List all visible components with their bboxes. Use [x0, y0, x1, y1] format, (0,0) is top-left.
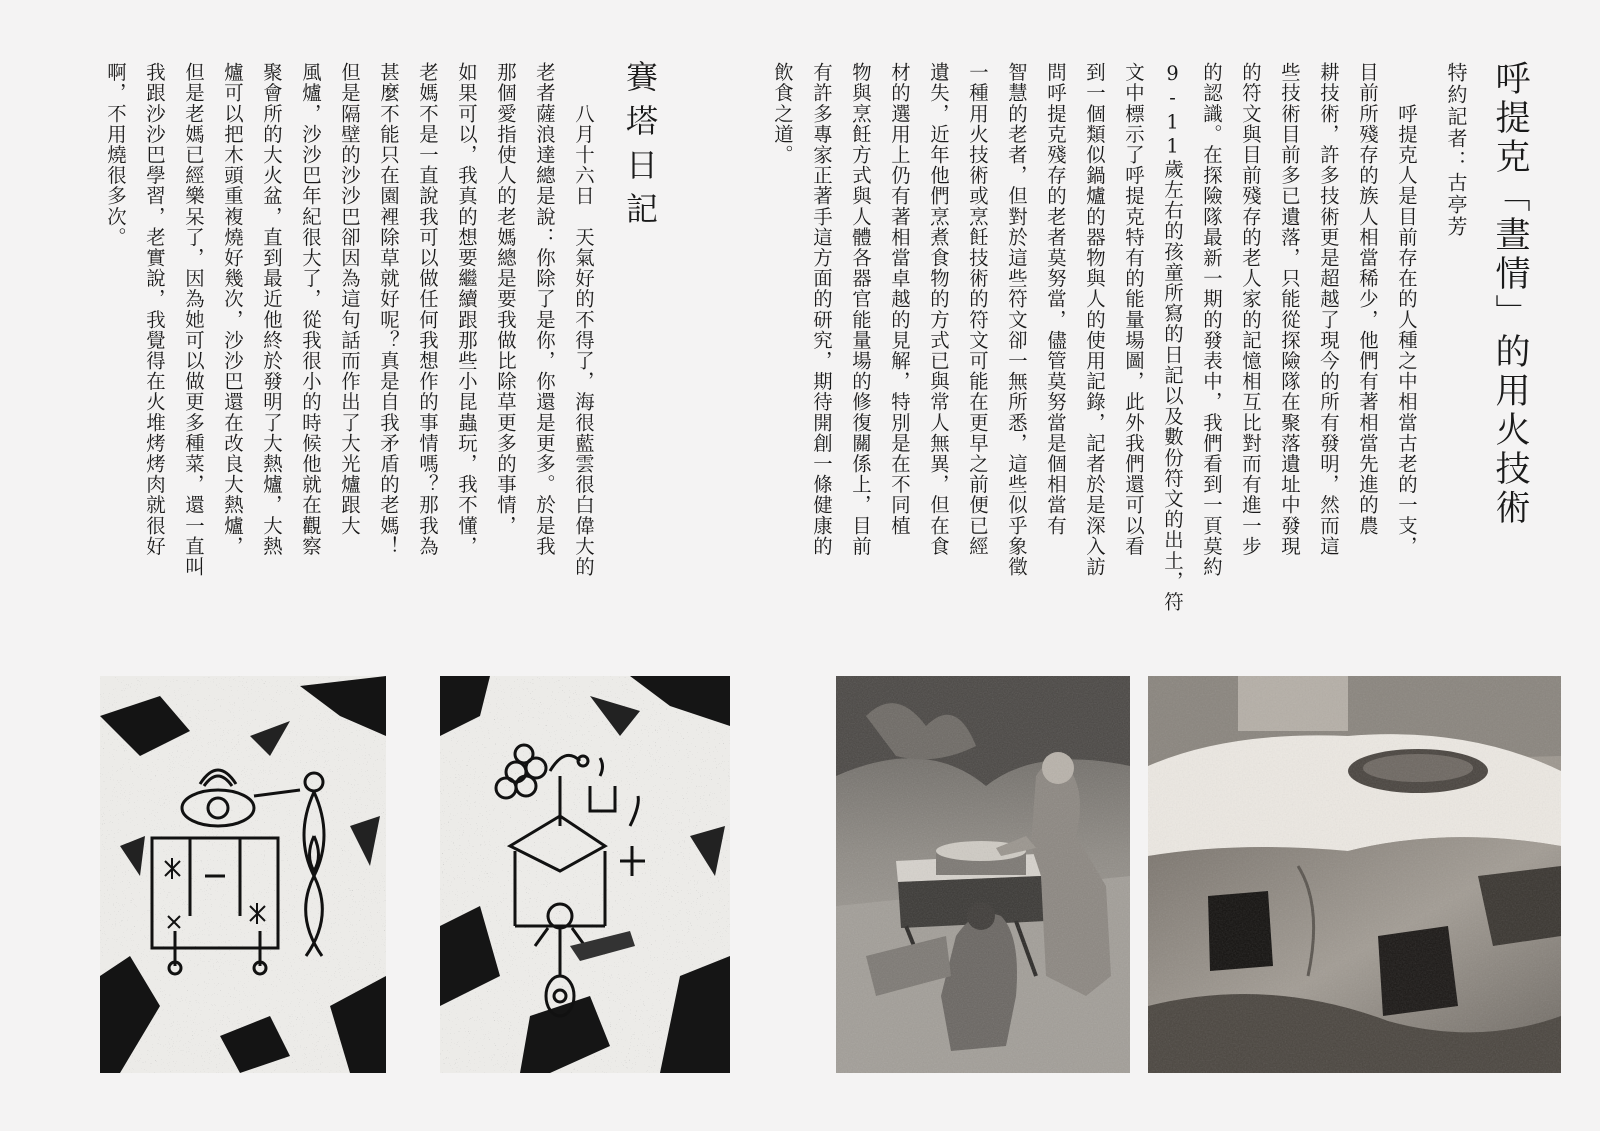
stone-furnace-photo	[1148, 676, 1561, 1073]
rune-stone-image-1	[100, 676, 386, 1073]
diary-title: 賽塔日記	[621, 60, 659, 236]
rune-stone-image-2	[440, 676, 730, 1073]
article-byline: 特約記者：古亭芳	[1444, 62, 1468, 238]
article-body: 呼提克人是目前存在的人種之中相當古老的一支， 目前所殘存的族人相當稀少，他們有著相當先進的農 耕技術，許多技術更是超越了現今的所有發明，然而這 些技術目前多已遺落，只能從探險隊在聚落遺址中發現 的符文與目前殘存的老人家的記憶相互比對而有進一步 的認識。在探險隊最新一期的發表中，我們看到一頁莫約 9-11歲左右的孩童所寫的日記以及數份符文的出土，符 文中標示了呼提克特有的能量場圖，此外我們還可以看 到一個類似鍋爐的器物與人的使用記錄，記者於是深入訪 問呼提克殘存的老者莫努當，儘管莫努當是個相當有 智慧的老者，但對於這些符文卻一無所悉，這些似乎象徵 一種用火技術或烹飪技術的符文可能在更早之前便已經 遺失，近年他們烹煮食物的方式已與常人無異，但在食 材的選用上仍有著相當卓越的見解，特別是在不同植 物與烹飪方式與人體各器官能量場的修復關係上，目前 有許多專家正著手這方面的研究，期待開創一條健康的 飲食之道。	[771, 62, 1418, 612]
article-title: 呼提克「晝情」的用火技術	[1490, 60, 1530, 528]
elder-cooking-photo	[836, 676, 1130, 1073]
diary-body: 八月十六日 天氣好的不得了，海很藍雲很白偉大的 老者薩浪達總是說：你除了是你，你還是更多。於是我 那個愛指使人的老媽總是要我做比除草更多的事情， 如果可以，我真的想要繼續跟那些小昆蟲玩，我不懂， 老媽不是一直說我可以做任何我想作的事情嗎？那我為 甚麼不能只在園裡除草就好呢？真是自我矛盾的老媽！ 但是隔壁的沙沙巴卻因為這句話而作出了大光爐跟大 風爐，沙沙巴年紀很大了，從我很小的時候他就在觀察 聚會所的大火盆，直到最近他終於發明了大熱爐，大熱 爐可以把木頭重複燒好幾次，沙沙巴還在改良大熱爐， 但是老媽已經樂呆了，因為她可以做更多種菜，還一直叫 我跟沙沙巴學習，老實說，我覺得在火堆烤烤肉就很好 啊，不用燒很多次。	[104, 62, 595, 577]
